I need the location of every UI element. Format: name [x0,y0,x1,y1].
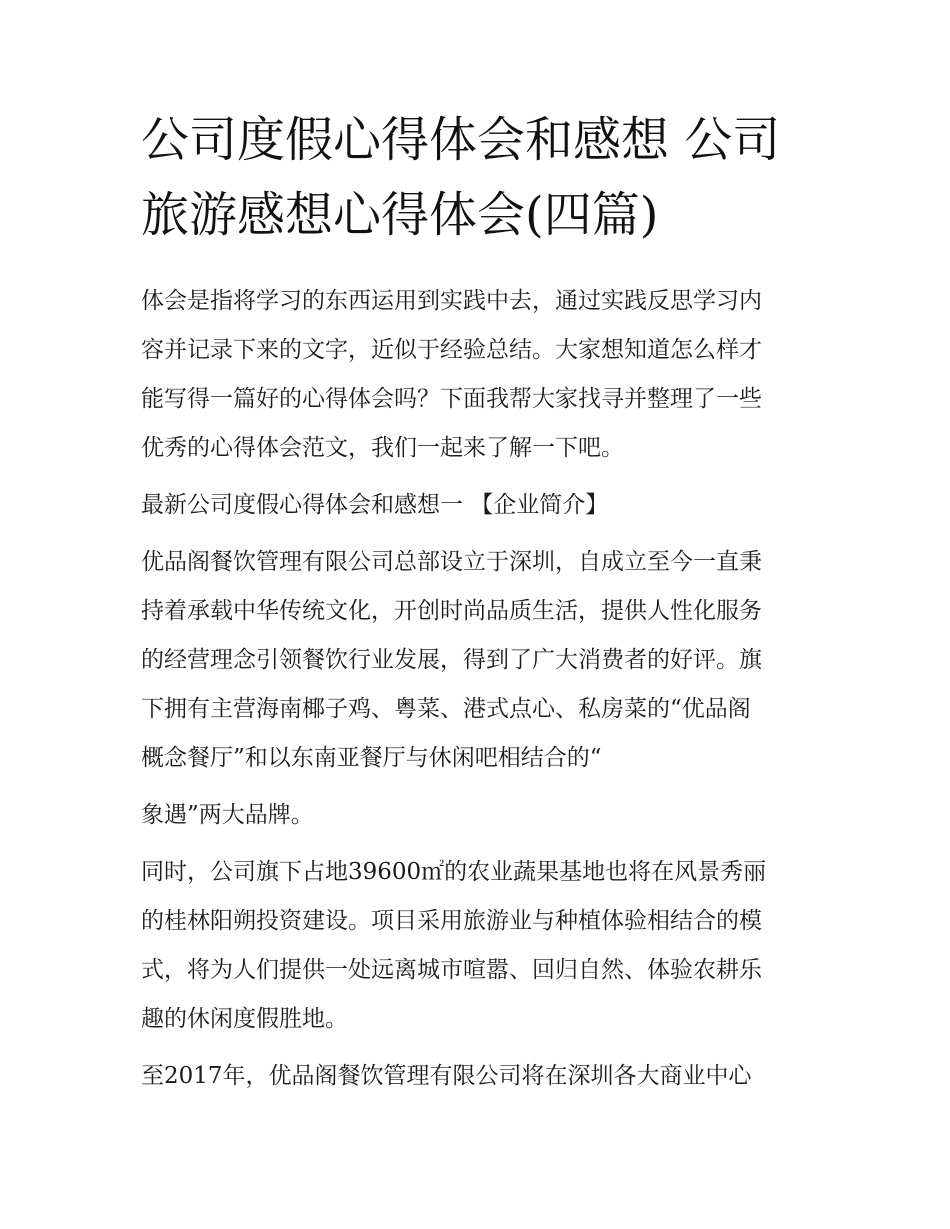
title-line-1: 公司度假心得体会和感想 公司 [141,112,781,168]
text-line: 概念餐厅”和以东南亚餐厅与休闲吧相结合的“ [141,745,602,771]
paragraph-farm-base [141,857,821,1053]
paragraph-intro [141,286,821,482]
text-line: 至2017年，优品阁餐饮管理有限公司将在深圳各大商业中心 [141,1063,752,1089]
document-body [141,286,821,1118]
text-line: 式，将为人们提供一处远离城市喧嚣、回归自然、体验农耕乐 [141,957,762,983]
text-line: 趣的休闲度假胜地。 [141,1006,348,1032]
text-line: 下拥有主营海南椰子鸡、粤菜、港式点心、私房菜的“优品阁 [141,696,751,722]
text-line: 象遇”两大品牌。 [141,802,314,828]
text-line: 同时，公司旗下占地39600㎡的农业蔬果基地也将在风景秀丽 [141,859,767,885]
text-line: 的桂林阳朔投资建设。项目采用旅游业与种植体验相结合的模 [141,908,762,934]
text-line: 的经营理念引领餐饮行业发展，得到了广大消费者的好评。旗 [141,647,762,673]
section-heading: 最新公司度假心得体会和感想一 【企业简介】 [141,492,609,518]
paragraph-company-intro [141,547,821,792]
text-line: 优品阁餐饮管理有限公司总部设立于深圳，自成立至今一直秉 [141,549,762,575]
text-line: 体会是指将学习的东西运用到实践中去，通过实践反思学习内 [141,288,762,314]
paragraph-section-heading [141,490,821,539]
text-line: 容并记录下来的文字，近似于经验总结。大家想知道怎么样才 [141,337,762,363]
text-line: 持着承载中华传统文化，开创时尚品质生活，提供人性化服务 [141,598,762,624]
title-line-2: 旅游感想心得体会(四篇) [141,187,659,243]
document-title [141,112,831,243]
text-line: 能写得一篇好的心得体会吗？下面我帮大家找寻并整理了一些 [141,386,762,412]
text-line: 优秀的心得体会范文，我们一起来了解一下吧。 [141,435,624,461]
paragraph-brands [141,800,821,849]
paragraph-plan-2017 [141,1061,821,1110]
